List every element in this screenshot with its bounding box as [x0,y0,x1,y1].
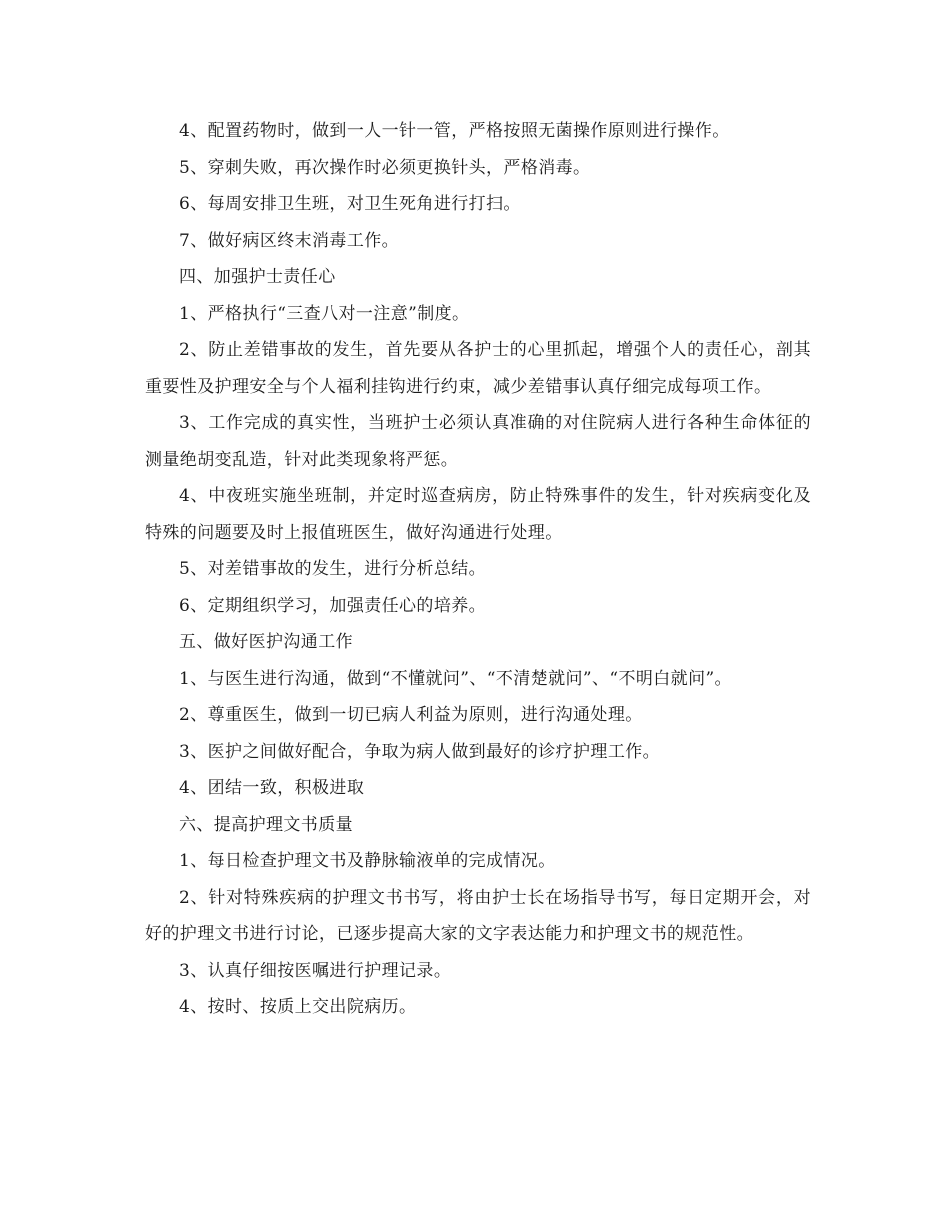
paragraph: 2、尊重医生，做到一切已病人利益为原则，进行沟通处理。 [179,705,643,725]
paragraph: 5、对差错事故的发生，进行分析总结。 [179,559,487,579]
paragraph: 3、工作完成的真实性，当班护士必须认真准确的对住院病人进行各种生命体征的测量绝胡变乱造，针对此类现象将严惩。 [145,413,811,470]
paragraph: 3、认真仔细按医嘱进行护理记录。 [179,960,452,981]
paragraph: 4、团结一致，积极进取 [179,778,365,798]
paragraph: 1、每日检查护理文书及静脉输液单的完成情况。 [179,851,556,871]
paragraph: 5、穿刺失败，再次操作时必须更换针头，严格消毒。 [179,157,591,178]
paragraph: 4、配置药物时，做到一人一针一管，严格按照无菌操作原则进行操作。 [179,121,730,141]
paragraph: 2、防止差错事故的发生，首先要从各护士的心里抓起，增强个人的责任心，剖其重要性及护理安全与个人福利挂钩进行约束，减少差错事认真仔细完成每项工作。 [145,340,811,397]
paragraph: 1、严格执行“三查八对一注意”制度。 [179,303,470,324]
paragraph: 6、定期组织学习，加强责任心的培养。 [179,595,487,616]
paragraph: 4、按时、按质上交出院病历。 [179,997,417,1017]
document-body [145,113,811,1026]
paragraph: 6、每周安排卫生班，对卫生死角进行打扫。 [179,194,521,214]
section-heading: 五、做好医护沟通工作 [179,632,353,652]
paragraph: 1、与医生进行沟通，做到“不懂就问”、“不清楚就问”、“不明白就问”。 [179,668,732,689]
section-heading: 四、加强护士责任心 [179,267,336,287]
paragraph: 2、针对特殊疾病的护理文书书写，将由护士长在场指导书写，每日定期开会，对好的护理文书进行讨论，已逐步提高大家的文字表达能力和护理文书的规范性。 [145,887,811,944]
paragraph: 7、做好病区终末消毒工作。 [179,230,400,251]
section-heading: 六、提高护理文书质量 [179,814,353,835]
paragraph: 3、医护之间做好配合，争取为病人做到最好的诊疗护理工作。 [179,741,661,762]
paragraph: 4、中夜班实施坐班制，并定时巡查病房，防止特殊事件的发生，针对疾病变化及特殊的问题要及时上报值班医生，做好沟通进行处理。 [145,486,811,543]
